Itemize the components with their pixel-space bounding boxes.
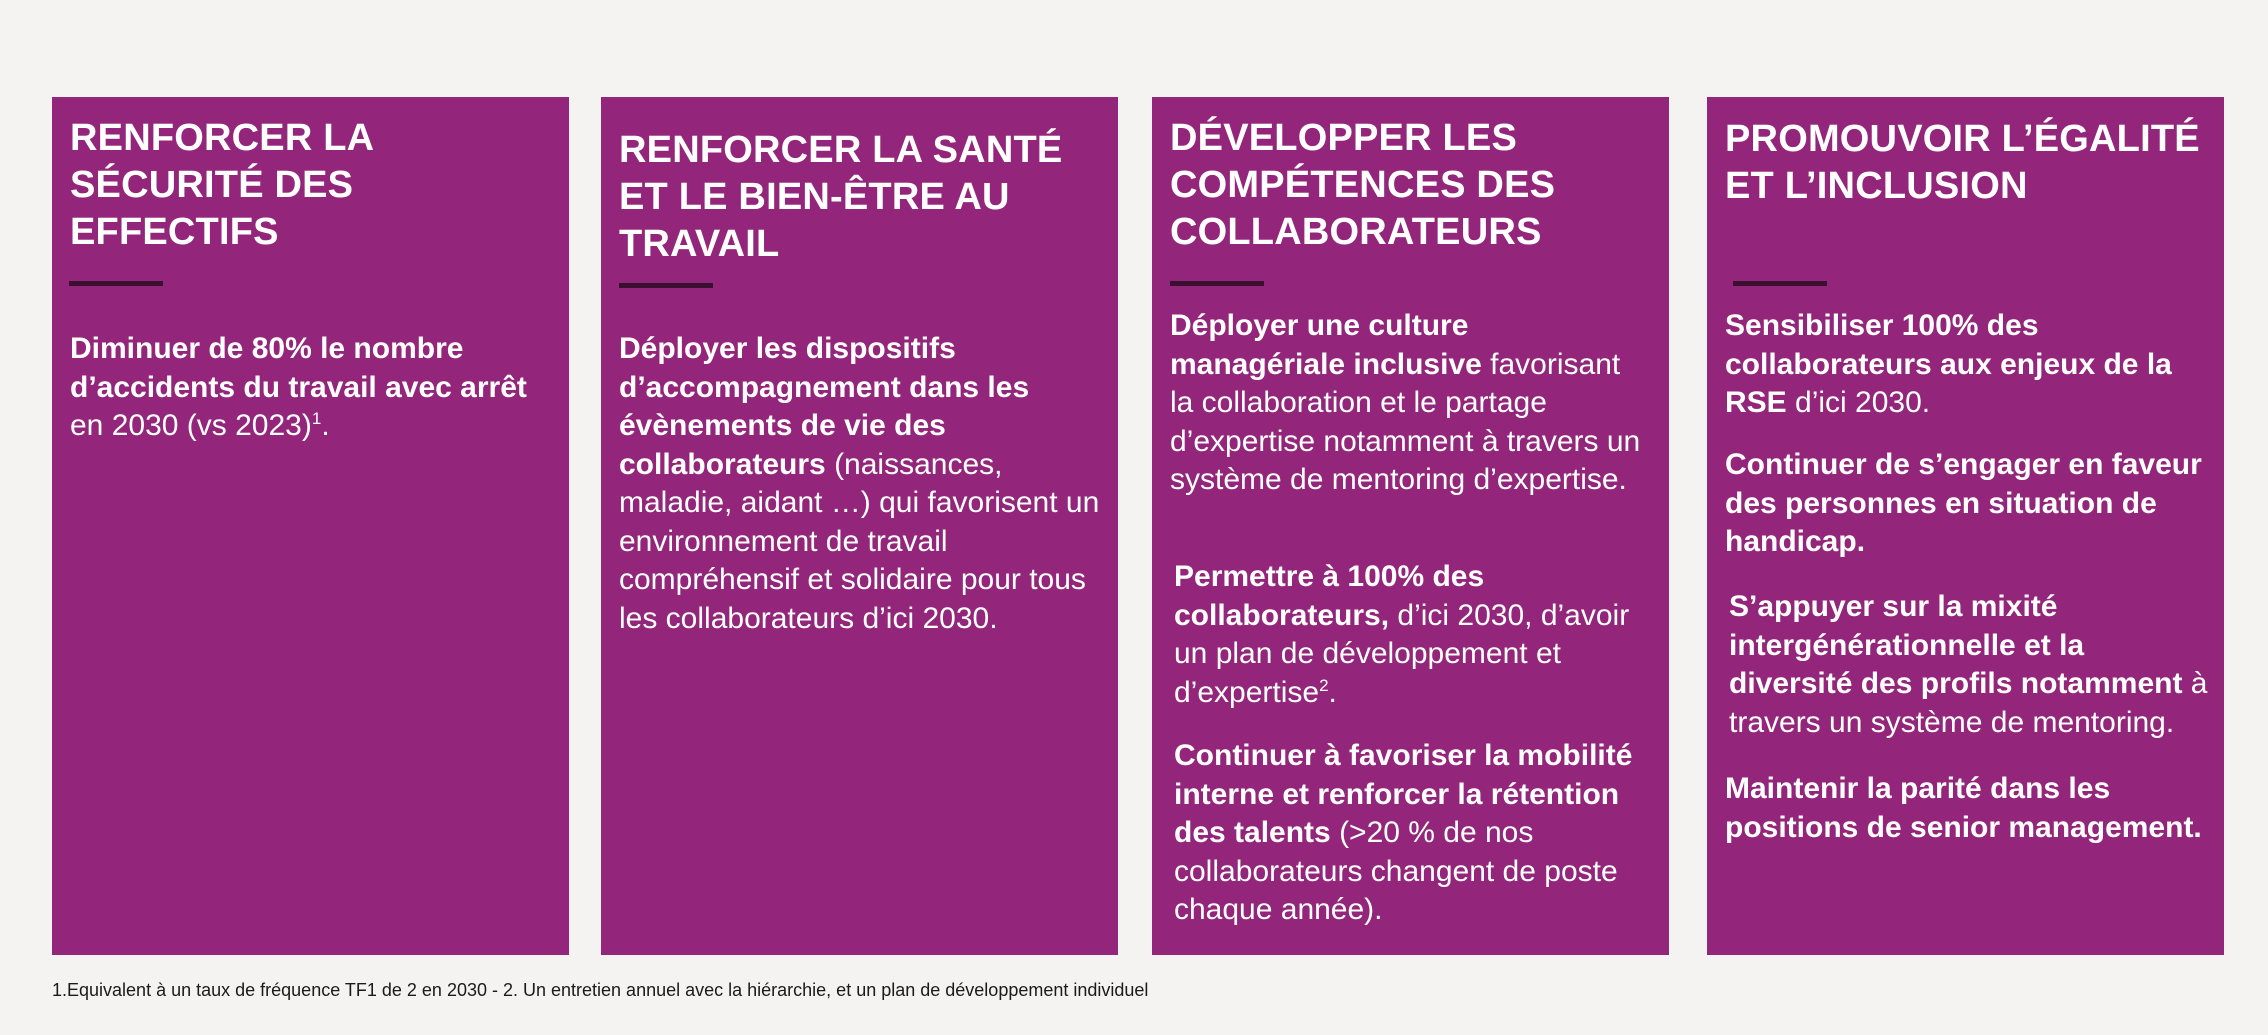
title-divider <box>69 281 163 286</box>
card-title: RENFORCER LA SÉCURITÉ DES EFFECTIFS <box>70 117 373 253</box>
card-paragraph <box>1725 770 2206 847</box>
para-tail: . <box>1328 675 1337 709</box>
para-bold: Maintenir la parité dans les positions de senior management. <box>1725 772 2202 844</box>
para-text: favorisant la collaboration et le partage d’expertise notamment à travers un système de mentoring d’expertise. <box>1170 347 1641 496</box>
card-paragraph <box>1725 446 2206 562</box>
title-divider <box>1733 281 1827 286</box>
footnote: 1.Equivalent à un taux de fréquence TF1 de 2 en 2030 - 2. Un entretien annuel avec la hiérarchie, et un plan de développement individuel <box>52 980 1149 1000</box>
para-bold: Continuer de s’engager en faveur des personnes en situation de handicap. <box>1725 448 2202 558</box>
card-title: PROMOUVOIR L’ÉGALITÉ ET L’INCLUSION <box>1725 118 2200 207</box>
title-divider <box>619 283 713 288</box>
para-bold: Déployer les dispositifs d’accompagnement dans les évènements de vie des collaborateurs <box>619 332 1030 481</box>
card-paragraph <box>1729 588 2210 742</box>
para-text: en 2030 (vs 2023) <box>70 409 312 442</box>
card-paragraph <box>1725 307 2206 423</box>
para-bold: Sensibiliser 100% des collaborateurs aux enjeux de la RSE <box>1725 309 2172 419</box>
card-securite <box>52 97 569 955</box>
card-sante <box>601 97 1118 955</box>
para-bold: Permettre à 100% des collaborateurs, <box>1174 560 1485 632</box>
para-text: (naissances, maladie, aidant …) qui favorisent un environnement de travail compréhensif et solidaire pour tous les collaborateurs d’ici 2030. <box>619 447 1100 635</box>
footnote-ref: 1 <box>311 409 322 428</box>
para-tail: . <box>321 409 330 442</box>
card-egalite <box>1707 97 2224 955</box>
card-paragraph <box>1170 307 1651 500</box>
para-bold: Diminuer de 80% le nombre d’accidents du travail avec arrêt <box>70 332 527 404</box>
para-bold: S’appuyer sur la mixité intergénérationnelle et la diversité des profils notamment <box>1729 590 2183 700</box>
para-text: d’ici 2030. <box>1786 386 1931 419</box>
para-bold: Déployer une culture managériale inclusive <box>1170 309 1482 381</box>
card-paragraph <box>1174 558 1651 712</box>
para-bold: Continuer à favoriser la mobilité interne et renforcer la rétention des talents <box>1174 739 1633 849</box>
card-paragraph <box>1174 737 1651 930</box>
para-text: à travers un système de mentoring. <box>1729 667 2208 739</box>
card-paragraph <box>619 330 1100 638</box>
card-title: DÉVELOPPER LES COMPÉTENCES DES COLLABORATEURS <box>1170 117 1556 253</box>
title-divider <box>1170 281 1264 286</box>
para-text: d’ici 2030, d’avoir un plan de développement et d’expertise <box>1174 598 1630 709</box>
card-competences <box>1152 97 1669 955</box>
para-text: (>20 % de nos collaborateurs changent de poste chaque année). <box>1174 816 1618 926</box>
card-paragraph <box>70 330 551 446</box>
footnote-ref: 2 <box>1319 675 1329 695</box>
card-title: RENFORCER LA SANTÉ ET LE BIEN-ÊTRE AU TRAVAIL <box>619 129 1063 265</box>
